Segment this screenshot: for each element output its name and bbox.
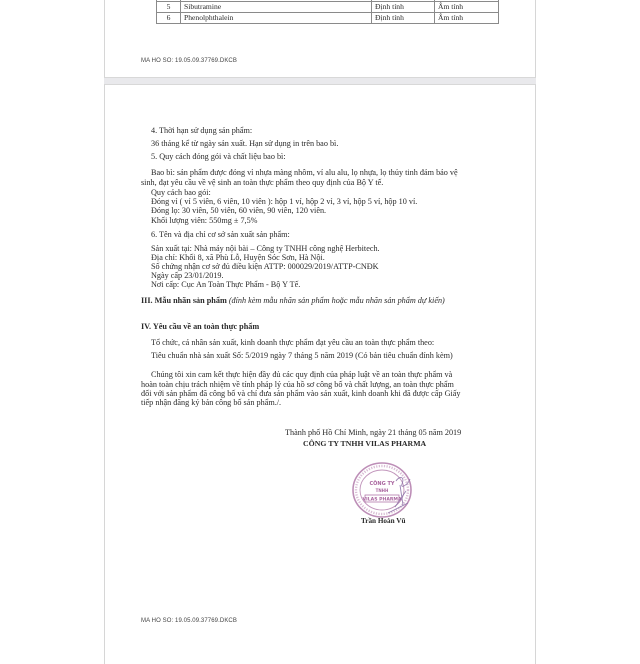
document-page-2 [104,84,536,664]
table-cell-method: Định tính [372,2,435,13]
commitment-line-1: Chúng tôi xin cam kết thực hiện đầy đủ các quy định của pháp luật về an toàn thực phẩm và [151,370,453,379]
packaging-text-line-2: sinh, đạt yêu cầu về vệ sinh an toàn thực phẩm theo quy định của Bộ Y tế. [141,178,384,187]
manufacturer-address: Địa chỉ: Khối 8, xã Phù Lỗ, Huyện Sóc Sơn, Hà Nội. [151,253,325,262]
section-III-title [141,296,445,305]
company-name: CÔNG TY TNHH VILAS PHARMA [303,439,427,448]
stamp-text-2: TNHH [375,488,389,493]
table-cell-method: Định tính [372,13,435,24]
section-5-title: 5. Quy cách đóng gói và chất liệu bao bì: [151,152,286,161]
certificate-issue-date: Ngày cấp 23/01/2019. [151,271,224,280]
manufacturer: Sản xuất tại: Nhà máy nội bài – Công ty TNHH công nghệ Herbitech. [151,244,380,253]
commitment-line-3: đối với sản phẩm đã công bố và chỉ đưa sản phẩm vào sản xuất, kinh doanh khi đã được cấp Giấy [141,389,461,398]
company-stamp-icon [348,455,416,521]
section-III-heading: III. Mẫu nhãn sản phẩm [141,296,227,305]
packing-spec-title: Quy cách bao gói: [151,188,211,197]
table-row [157,13,499,24]
section-IV-title: IV. Yêu cầu về an toàn thực phẩm [141,322,260,331]
table-row [157,2,499,13]
table-cell-stt: 5 [157,2,181,13]
stamp-text-3: VILAS PHARMA [362,497,402,503]
test-results-table [156,0,499,24]
shelf-life-text: 36 tháng kể từ ngày sản xuất. Hạn sử dụng in trên bao bì. [151,139,339,148]
page-footer-code: MA HO SO: 19.05.09.37769.DKCB [141,58,237,64]
section-6-title: 6. Tên và địa chỉ cơ sở sản xuất sản phẩm: [151,230,290,239]
table-cell-stt: 6 [157,13,181,24]
certificate-issuer: Nơi cấp: Cục An Toàn Thực Phẩm - Bộ Y Tế. [151,280,301,289]
place-and-date: Thành phố Hồ Chí Minh, ngày 21 tháng 05 năm 2019 [285,428,462,437]
page-footer-code: MA HO SO: 19.05.09.37769.DKCB [141,618,237,624]
section-III-note: (đính kèm mẫu nhãn sản phẩm hoặc mẫu nhãn sản phẩm dự kiến) [228,296,445,305]
section-4-title: 4. Thời hạn sử dụng sản phẩm: [151,126,253,135]
tablet-weight: Khối lượng viên: 550mg ± 7,5% [151,216,258,225]
packaging-text-line-1: Bao bì: sản phẩm được đóng vỉ nhựa màng nhôm, vỉ alu alu, lọ nhựa, lọ thủy tinh đảm bảo vệ [151,168,458,177]
table-cell-name: Phenolphthalein [181,13,372,24]
commitment-line-4: tiếp nhận đăng ký bản công bố sản phẩm./. [141,398,282,407]
table-cell-name: Sibutramine [181,2,372,13]
signer-name: Trần Hoàn Vũ [361,517,406,525]
packing-bottle: Đóng lọ: 30 viên, 50 viên, 60 viên, 90 viên, 120 viên. [151,206,327,215]
document-page-1 [104,0,536,78]
certificate-number: Số chứng nhận cơ sở đủ điều kiện ATTP: 000029/2019/ATTP-CNĐK [151,262,379,271]
packing-blister: Đóng vỉ ( vỉ 5 viên, 6 viên, 10 viên ): hộp 1 vỉ, hộp 2 vỉ, 3 vỉ, hộp 5 vỉ, hộp 10 vỉ. [151,197,418,206]
safety-text-line-2: Tiêu chuẩn nhà sản xuất Số: 5/2019 ngày 7 tháng 5 năm 2019 (Có bản tiêu chuẩn đính kèm) [151,351,453,360]
commitment-line-2: hoàn toàn chịu trách nhiệm về tính pháp lý của hồ sơ công bố và chất lượng, an toàn thực phẩm [141,380,454,389]
stamp-text-1: CÔNG TY [369,481,395,487]
table-cell-result: Âm tính [435,13,499,24]
safety-text-line-1: Tổ chức, cá nhân sản xuất, kinh doanh thực phẩm đạt yêu cầu an toàn thực phẩm theo: [151,338,435,347]
table-cell-result: Âm tính [435,2,499,13]
